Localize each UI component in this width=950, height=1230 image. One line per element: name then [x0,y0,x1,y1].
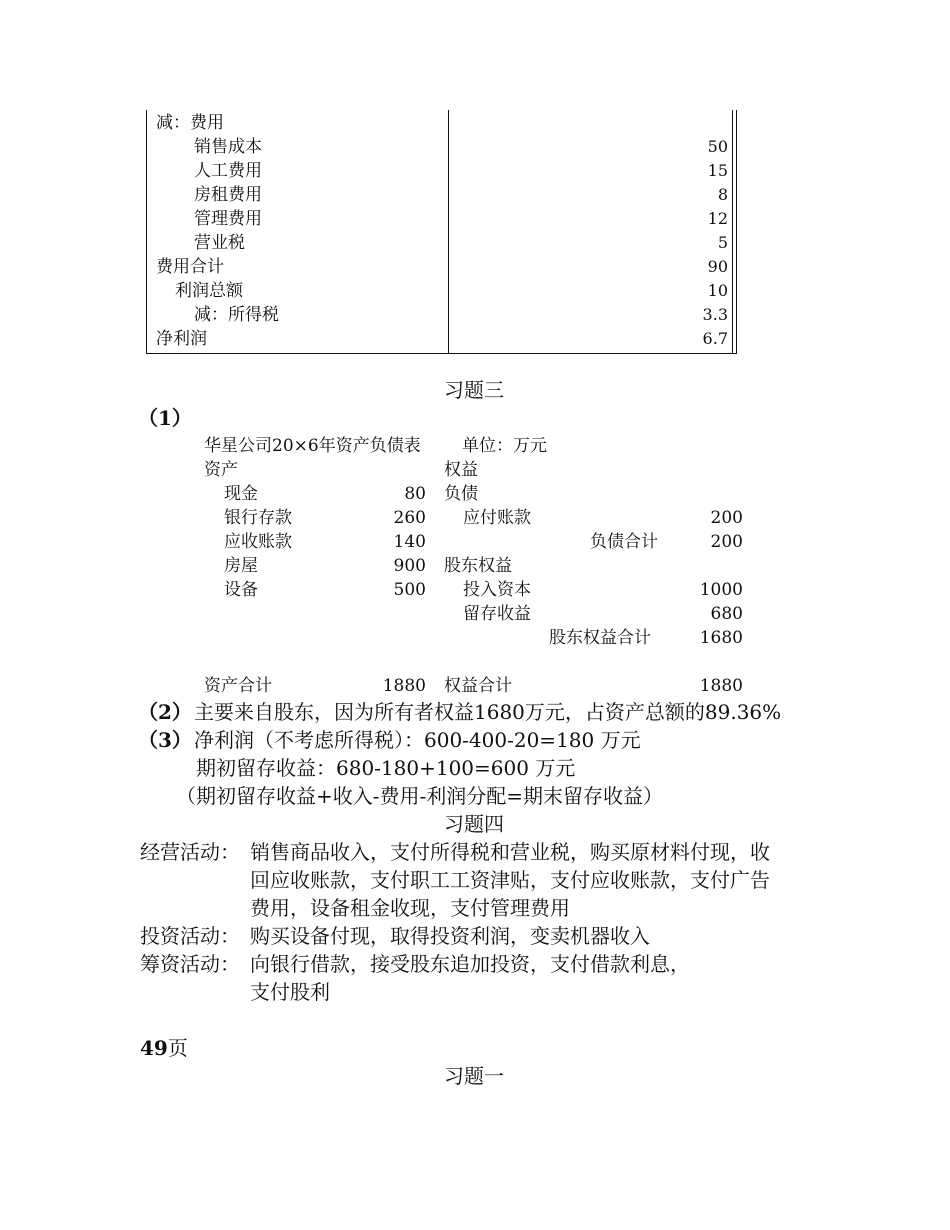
table-row-label: 减：费用 [156,113,224,133]
table-row-value: 50 [707,137,728,156]
liabilities-total-value: 200 [710,532,743,552]
investing-activities-label: 投资活动： [140,924,240,948]
table-bottom-border [146,353,737,354]
table-row-value: 3.3 [702,305,728,324]
capital-value: 1000 [699,580,743,600]
table-row-value: 15 [707,161,728,180]
payable-label: 应付账款 [463,508,531,528]
shareholder-equity-header: 股东权益 [444,556,512,576]
answer-2-text: 主要来自股东，因为所有者权益1680万元，占资产总额的89.36% [194,700,782,724]
table-row-label: 销售成本 [194,137,262,157]
asset-label: 房屋 [224,556,258,576]
asset-value: 260 [393,508,426,528]
asset-value: 500 [393,580,426,600]
retained-earnings-value: 680 [710,604,743,624]
asset-label: 银行存款 [224,508,292,528]
equity-header: 权益 [444,460,478,480]
asset-value: 140 [393,532,426,552]
part-marker-3: （3） [138,728,192,752]
assets-total-label: 资产合计 [204,676,272,696]
assets-total-value: 1880 [382,676,426,696]
asset-value: 900 [393,556,426,576]
retained-earnings-label: 留存收益 [463,604,531,624]
investing-activities-text: 购买设备付现，取得投资利润，变卖机器收入 [250,924,650,948]
liabilities-header: 负债 [444,484,478,504]
income-statement-table [146,110,738,354]
balance-sheet-title: 华星公司20×6年资产负债表 [204,436,421,456]
operating-activities-label: 经营活动： [140,840,240,864]
table-row-value: 10 [707,281,728,300]
table-row-value: 8 [717,185,728,204]
answer-3-line3: （期初留存收益+收入-费用-利润分配=期末留存收益） [176,784,664,808]
assets-header: 资产 [204,460,238,480]
operating-activities-line: 回应收账款，支付职工工资津贴，支付应收账款，支付广告 [250,868,770,892]
table-left-border [146,110,147,354]
table-row-label: 房租费用 [194,185,262,205]
table-middle-divider [448,110,449,354]
asset-value: 80 [404,484,426,504]
table-row-value: 12 [707,209,728,228]
equity-total-value: 1680 [699,628,743,648]
asset-label: 应收账款 [224,532,292,552]
financing-activities-line: 支付股利 [250,980,330,1004]
table-row-label: 减：所得税 [194,305,279,325]
section-title-next: 习题一 [444,1064,504,1088]
operating-activities-line: 费用，设备租金收现，支付管理费用 [250,896,570,920]
page-marker [140,1034,188,1062]
table-row-value: 5 [717,233,728,252]
section-title-ex4: 习题四 [444,812,504,836]
answer-3-line2: 期初留存收益：680-180+100=600 万元 [196,756,576,780]
section-title-ex3: 习题三 [444,378,504,402]
liabilities-equity-total-value: 1880 [699,676,743,696]
table-row-label: 利润总额 [175,281,243,301]
asset-label: 现金 [224,484,258,504]
financing-activities-label: 筹资活动： [140,952,240,976]
page-marker-number: 49 [140,1036,168,1060]
table-row-label: 费用合计 [156,257,224,277]
equity-total-label: 股东权益合计 [549,628,651,648]
asset-label: 设备 [224,580,258,600]
page-marker-unit: 页 [167,1036,188,1060]
table-row-label: 净利润 [156,329,207,349]
answer-3-text: 净利润（不考虑所得税）：600-400-20=180 万元 [194,728,641,752]
part-marker-2: （2） [138,700,192,724]
operating-activities-line: 销售商品收入，支付所得税和营业税，购买原材料付现，收 [250,840,770,864]
financing-activities-line: 向银行借款，接受股东追加投资，支付借款利息， [250,952,690,976]
table-right-border-double [736,110,737,354]
table-row-label: 人工费用 [194,161,262,181]
part-marker-1: （1） [138,406,192,430]
balance-sheet-unit: 单位：万元 [462,436,547,456]
payable-value: 200 [710,508,743,528]
table-row-value: 6.7 [702,329,728,348]
capital-label: 投入资本 [463,580,531,600]
table-row-label: 营业税 [194,233,245,253]
liabilities-equity-total-label: 权益合计 [444,676,512,696]
table-right-border [732,110,733,354]
table-row-label: 管理费用 [194,209,262,229]
liabilities-total-label: 负债合计 [590,532,658,552]
table-row-value: 90 [707,257,728,276]
